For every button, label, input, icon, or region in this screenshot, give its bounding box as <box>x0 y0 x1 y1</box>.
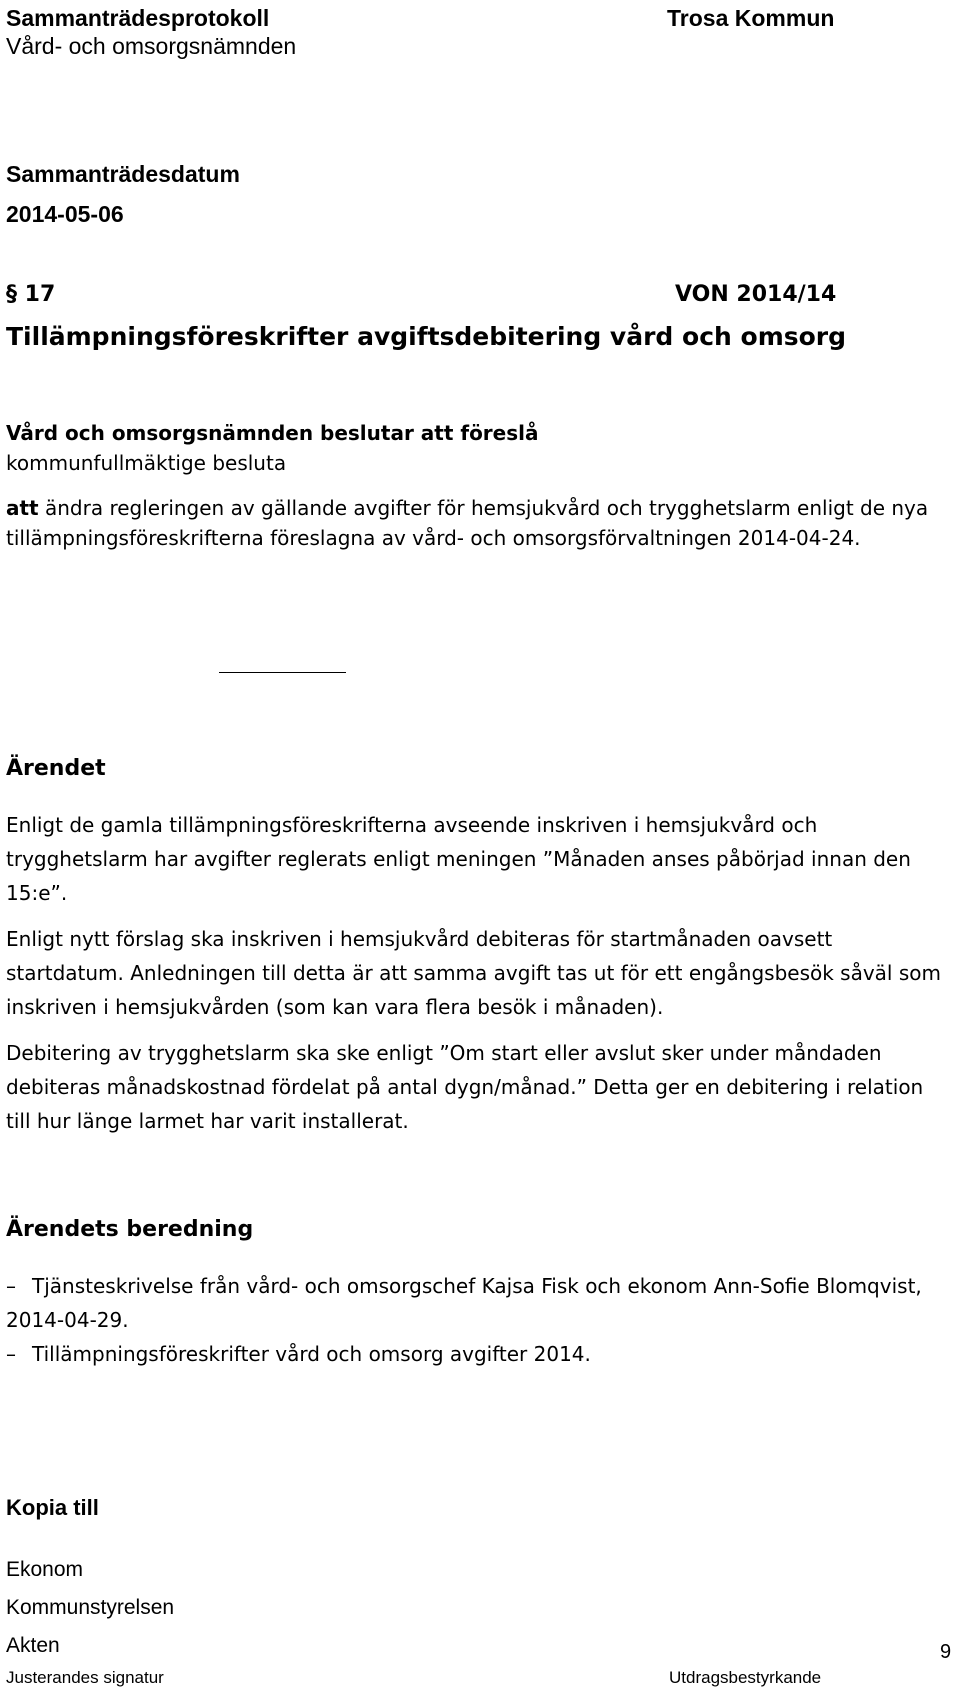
list-item: Akten <box>6 1634 60 1657</box>
item-title: Tillämpningsföreskrifter avgiftsdebitering vård och omsorg <box>6 322 847 351</box>
meeting-date-label: Sammanträdesdatum <box>6 161 240 187</box>
case-number: VON 2014/14 <box>675 282 837 307</box>
att-keyword: att <box>6 496 39 520</box>
beredning-list <box>6 1269 946 1371</box>
arendet-section <box>6 752 946 1138</box>
meeting-date: 2014-05-06 <box>6 201 124 227</box>
arendet-paragraph: Enligt de gamla tillämpningsföreskrifterna avseende inskriven i hemsjukvård och trygghetslarm har avgifter reglerats enligt meningen ”Månaden anses påbörjad innan den 15:e”. <box>6 813 911 905</box>
meeting-date-block <box>6 154 240 234</box>
beredning-section <box>6 1213 946 1371</box>
arendet-paragraph: Enligt nytt förslag ska inskriven i hemsjukvård debiteras för startmånaden oavsett startdatum. Anledningen till detta är att samma avgift tas ut för ett engångsbesök såväl som inskriven i hemsjukvården (som kan vara flera besök i månaden). <box>6 927 941 1019</box>
municipality-name: Trosa Kommun <box>667 5 835 31</box>
dash-bullet: – <box>6 1342 16 1366</box>
decision-lead-continued: kommunfullmäktige besluta <box>6 451 287 475</box>
kopia-section <box>6 1489 174 1665</box>
document-type: Sammanträdesprotokoll <box>6 5 270 31</box>
att-text: ändra regleringen av gällande avgifter för hemsjukvård och trygghetslarm enligt de nya tillämpningsföreskrifterna föreslagna av vård- och omsorgsförvaltningen 2014-04-24. <box>6 496 929 550</box>
kopia-heading: Kopia till <box>6 1495 99 1520</box>
paragraph-number: § 17 <box>6 282 56 307</box>
list-item <box>6 1337 946 1371</box>
list-item: Ekonom <box>6 1558 84 1581</box>
beredning-heading: Ärendets beredning <box>6 1217 254 1242</box>
decision-att-clause <box>6 493 936 553</box>
list-item-text: Tjänsteskrivelse från vård- och omsorgschef Kajsa Fisk och ekonom Ann-Sofie Blomqvist, 2014-04-29. <box>6 1274 922 1332</box>
separator-line <box>219 672 346 673</box>
list-item <box>6 1269 946 1337</box>
arendet-paragraph: Debitering av trygghetslarm ska ske enligt ”Om start eller avslut sker under måndaden debiteras månadskostnad fördelat på antal dygn/månad.” Detta ger en debitering i relation till hur länge larmet har varit installerat. <box>6 1041 924 1133</box>
list-item: Kommunstyrelsen <box>6 1596 175 1619</box>
list-item-text: Tillämpningsföreskrifter vård och omsorg avgifter 2014. <box>32 1342 591 1366</box>
recipient-list <box>6 1551 174 1665</box>
page-number: 9 <box>940 1641 952 1663</box>
signature-label: Justerandes signatur <box>6 1668 164 1687</box>
dash-bullet: – <box>6 1274 16 1298</box>
document-header <box>6 4 296 60</box>
decision-section <box>6 418 936 553</box>
decision-lead: Vård och omsorgsnämnden beslutar att föreslå <box>6 421 539 445</box>
arendet-heading: Ärendet <box>6 756 106 781</box>
extract-label: Utdragsbestyrkande <box>669 1668 822 1687</box>
committee-name: Vård- och omsorgsnämnden <box>6 33 297 59</box>
